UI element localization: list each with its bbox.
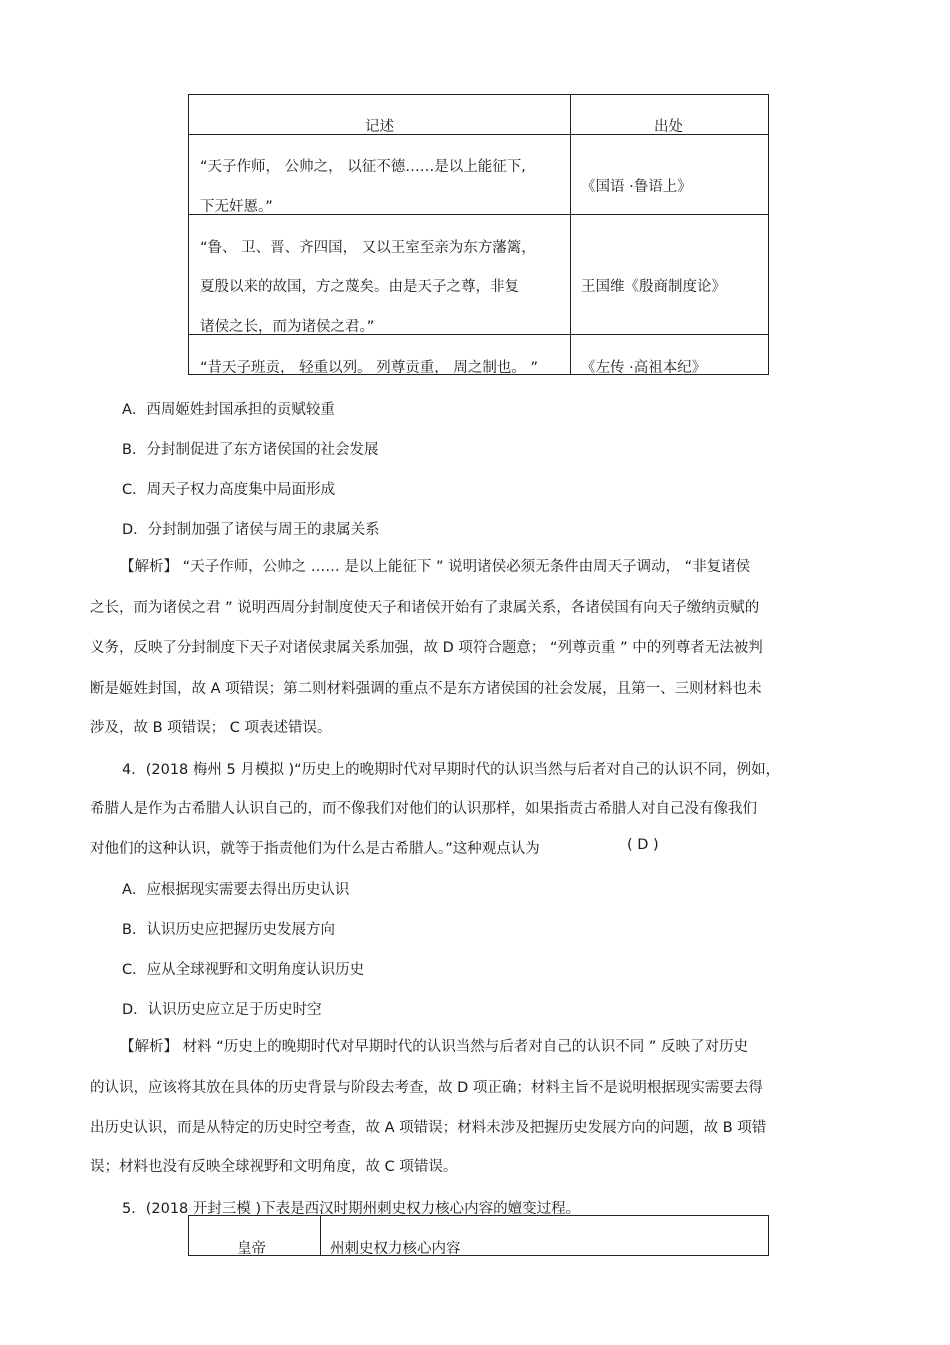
option-c: C．应从全球视野和文明角度认识历史 [122, 962, 365, 978]
record-text: “天子作师， 公帅之， 以征不德……是以上能征下, [200, 159, 526, 175]
option-b: B．分封制促进了东方诸侯国的社会发展 [122, 442, 379, 458]
analysis-line: 【解析】 “天子作师，公帅之 …… 是以上能征下 ” 说明诸侯必须无条件由周天子调动， “非复诸侯 [120, 559, 751, 575]
option-a: A．应根据现实需要去得出历史认识 [122, 882, 350, 898]
source-text: 《左传 ·高祖本纪》 [581, 360, 707, 376]
source-text: 王国维《殷商制度论》 [581, 279, 726, 295]
table-header-power: 州刺史权力核心内容 [330, 1241, 461, 1257]
question-stem: 对他们的这种认识，就等于指责他们为什么是古希腊人。”这种观点认为 [90, 841, 540, 857]
analysis-line: 涉及，故 B 项错误； C 项表述错误。 [90, 720, 332, 736]
analysis-line: 【解析】 材料 “历史上的晚期时代对早期时代的认识当然与后者对自己的认识不同 ” 反映了对历史 [120, 1039, 748, 1055]
option-c: C．周天子权力高度集中局面形成 [122, 482, 336, 498]
option-d: D．分封制加强了诸侯与周王的隶属关系 [122, 522, 380, 538]
record-text: “昔天子班贡， 轻重以列。 列尊贡重， 周之制也。 ” [200, 360, 538, 376]
column-divider [320, 1216, 321, 1255]
analysis-line: 的认识，应该将其放在具体的历史背景与阶段去考查，故 D 项正确；材料主旨不是说明根据现实需要去得 [90, 1080, 763, 1096]
record-text: 诸侯之长，而为诸侯之君。” [200, 319, 375, 335]
record-text: 下无奸慝。” [200, 199, 273, 215]
record-text: 夏殷以来的故国，方之蔑矣。由是天子之尊，非复 [200, 279, 519, 295]
table-header-source: 出处 [654, 119, 683, 135]
source-text: 《国语 ·鲁语上》 [581, 179, 692, 195]
analysis-line: 出历史认识，而是从特定的历史时空考查，故 A 项错误；材料未涉及把握历史发展方向的问题，故 B 项错 [90, 1120, 767, 1136]
table-header-record: 记述 [365, 119, 394, 135]
option-d: D．认识历史应立足于历史时空 [122, 1002, 322, 1018]
option-b: B．认识历史应把握历史发展方向 [122, 922, 335, 938]
governor-power-table [188, 1215, 769, 1256]
analysis-line: 之长，而为诸侯之君 ” 说明西周分封制度使天子和诸侯开始有了隶属关系，各诸侯国有向天子缴纳贡赋的 [90, 600, 760, 616]
question-stem: 4．(2018 梅州 5 月模拟 )“历史上的晚期时代对早期时代的认识当然与后者对自己的认识不同，例如， [122, 762, 781, 778]
table-header-emperor: 皇帝 [237, 1241, 266, 1257]
answer-mark: ( D ) [627, 837, 659, 853]
analysis-line: 义务，反映了分封制度下天子对诸侯隶属关系加强，故 D 项符合题意； “列尊贡重 ” 中的列尊者无法被判 [90, 640, 763, 656]
question-stem: 5．(2018 开封三模 )下表是西汉时期州刺史权力核心内容的嬗变过程。 [122, 1201, 581, 1217]
column-divider [570, 95, 571, 374]
analysis-line: 断是姬姓封国，故 A 项错误；第二则材料强调的重点不是东方诸侯国的社会发展，且第一、三则材料也未 [90, 681, 762, 697]
analysis-line: 误；材料也没有反映全球视野和文明角度，故 C 项错误。 [90, 1159, 458, 1175]
record-text: “鲁、 卫、晋、齐四国， 又以王室至亲为东方藩篱， [200, 240, 536, 256]
row-divider [189, 214, 768, 215]
option-a: A．西周姬姓封国承担的贡赋较重 [122, 402, 335, 418]
question-stem: 希腊人是作为古希腊人认识自己的，而不像我们对他们的认识那样，如果指责古希腊人对自己没有像我们 [90, 801, 757, 817]
records-table [188, 94, 769, 375]
